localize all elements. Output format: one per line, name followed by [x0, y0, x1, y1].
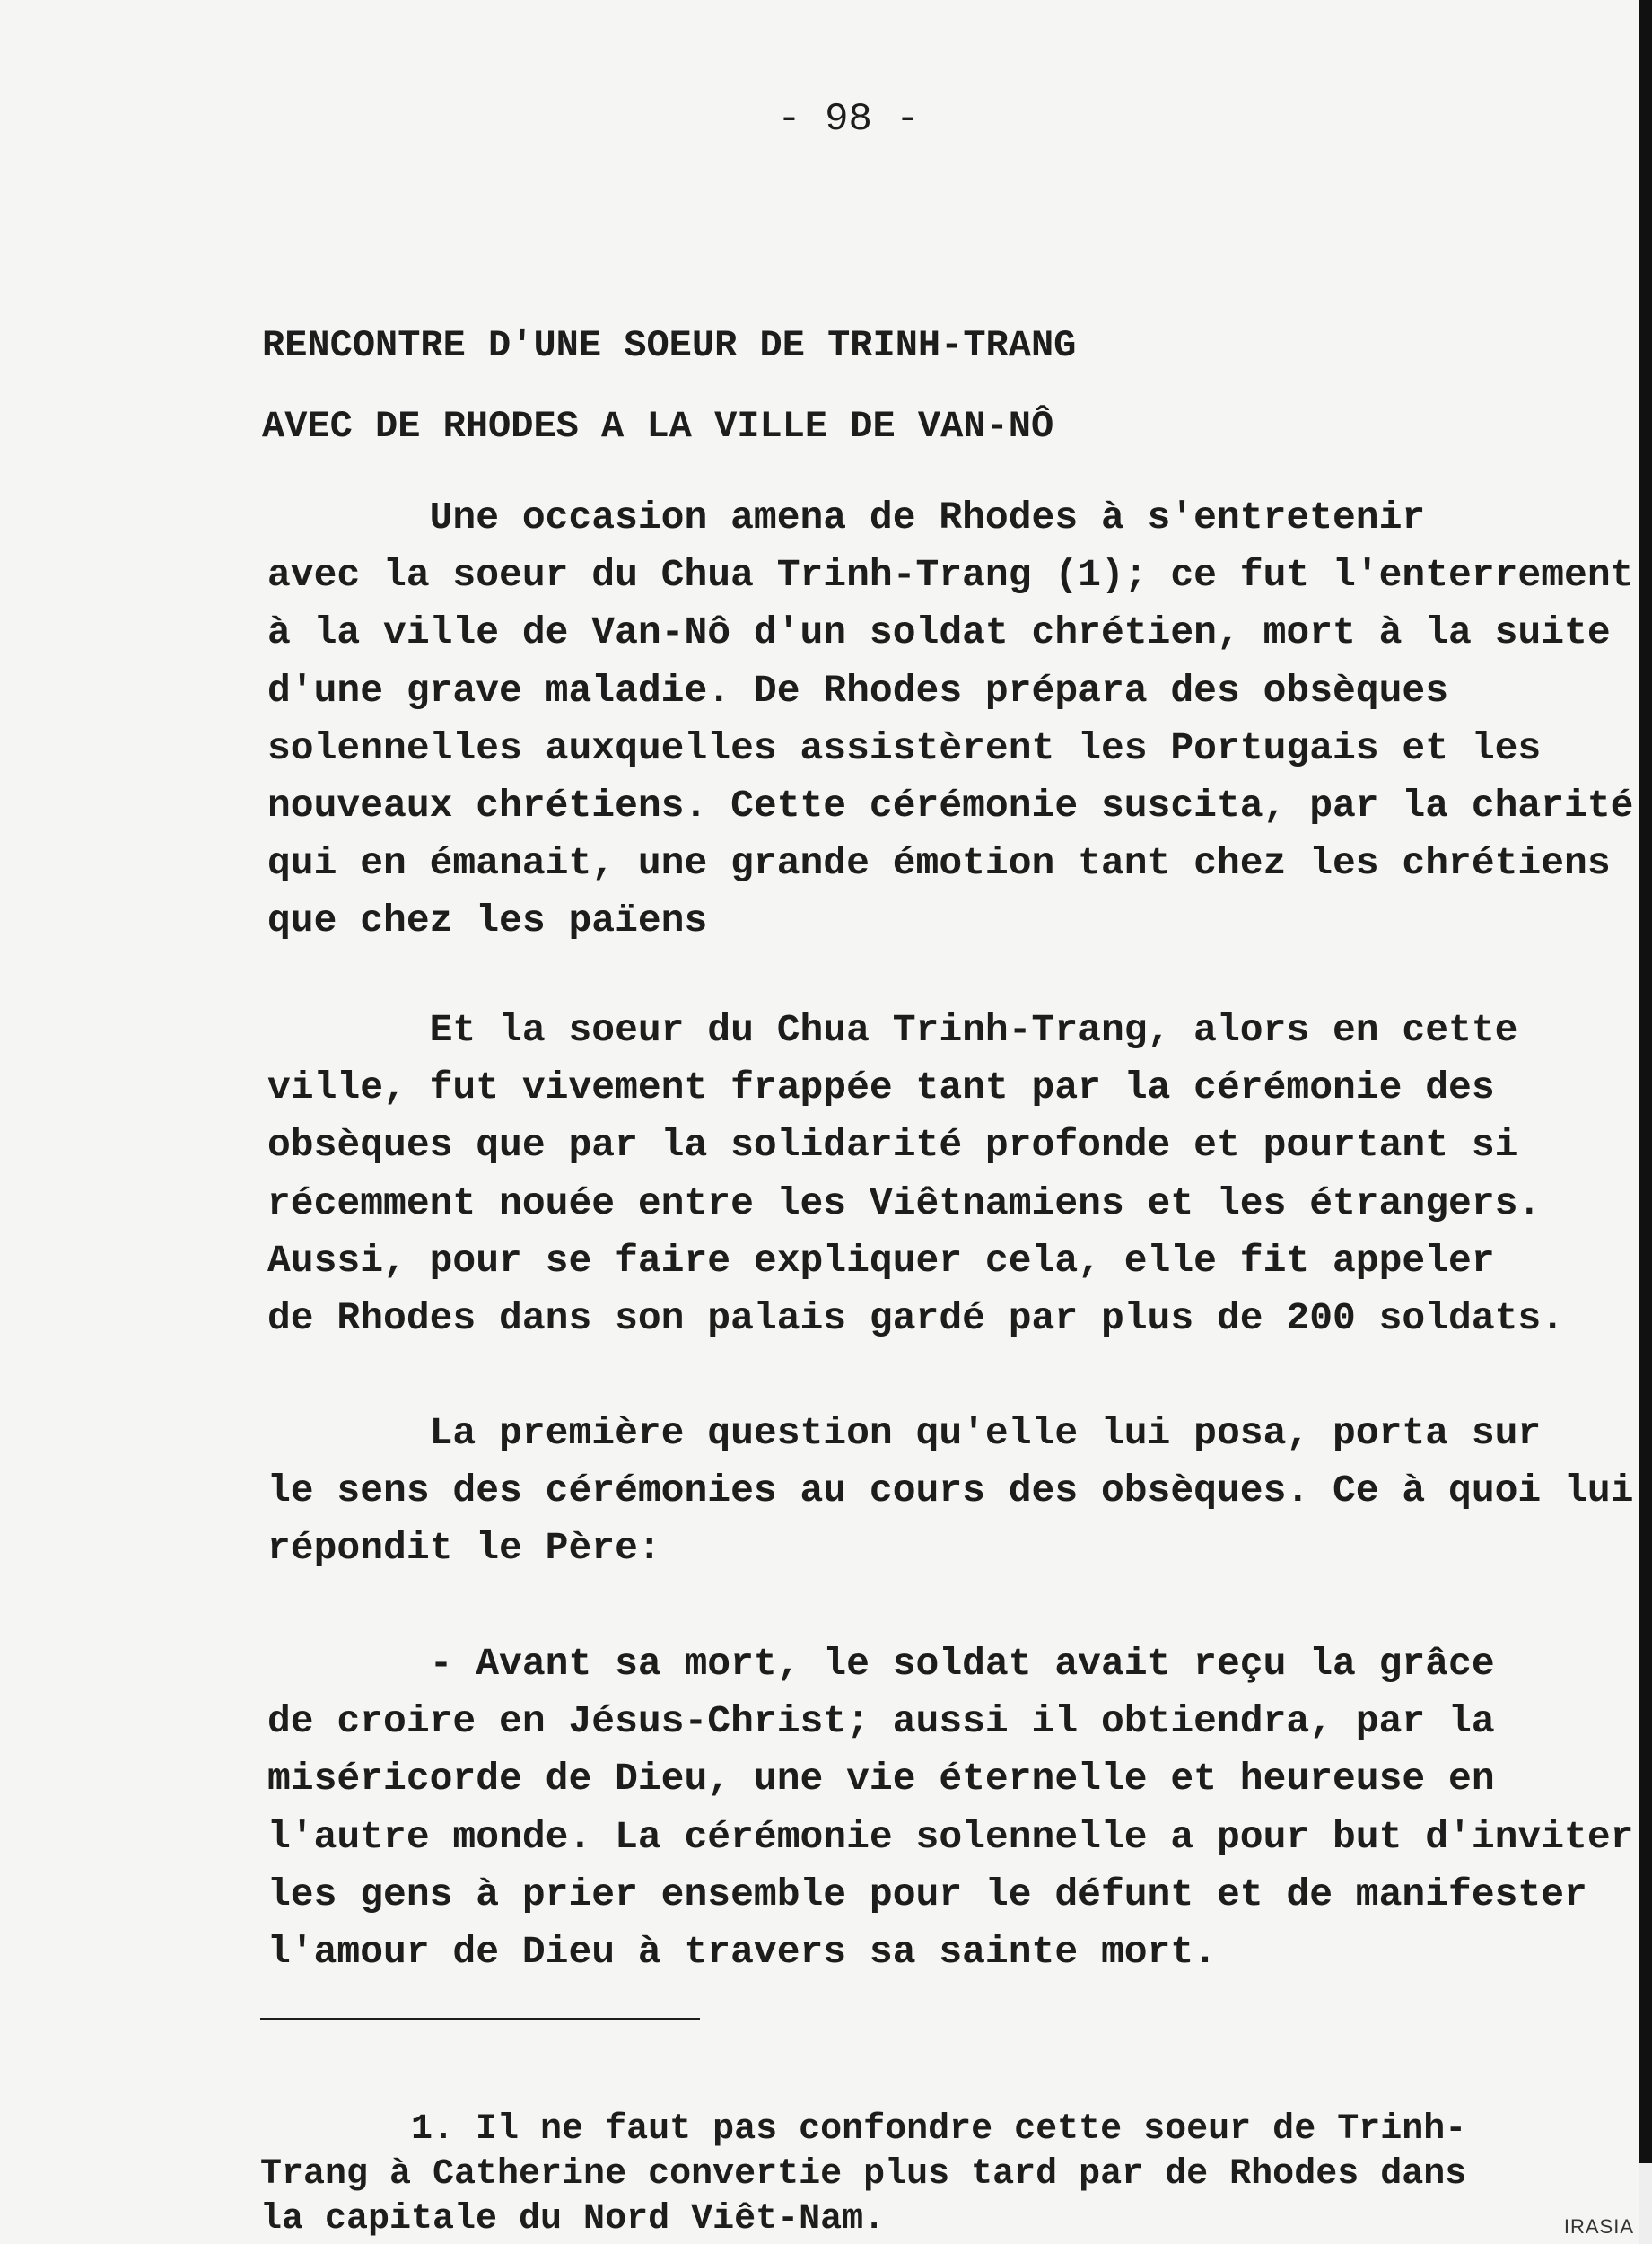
paragraph-line: solennelles auxquelles assistèrent les Portugais et les [267, 725, 1542, 770]
paragraph-line: Et la soeur du Chua Trinh-Trang, alors en cette [267, 1008, 1518, 1052]
paragraph-line: qui en émanait, une grande émotion tant chez les chrétiens [267, 841, 1611, 886]
footnote-line: 1. Il ne faut pas confondre cette soeur de Trinh- [260, 2109, 1467, 2150]
scan-edge-corner [1639, 2163, 1652, 2244]
paragraph-line: de croire en Jésus-Christ; aussi il obtiendra, par la [267, 1699, 1495, 1744]
paragraph-1 [267, 489, 1634, 951]
page-number: - 98 - [777, 97, 920, 142]
heading-line-1: RENCONTRE D'UNE SOEUR DE TRINH-TRANG [262, 324, 1077, 367]
footnote-line: la capitale du Nord Viêt-Nam. [260, 2199, 886, 2240]
paragraph-line: le sens des cérémonies au cours des obsèques. Ce à quoi lui [267, 1468, 1634, 1513]
paragraph-line: de Rhodes dans son palais gardé par plus de 200 soldats. [267, 1296, 1565, 1341]
paragraph-line: à la ville de Van-Nô d'un soldat chrétien, mort à la suite [267, 610, 1611, 655]
paragraph-4 [267, 1635, 1634, 1981]
paragraph-line: l'amour de Dieu à travers sa sainte mort. [267, 1930, 1217, 1975]
footnote-divider [260, 2018, 700, 2020]
paragraph-line: La première question qu'elle lui posa, porta sur [267, 1411, 1542, 1455]
watermark-label: IRASIA [1563, 2215, 1634, 2238]
paragraph-line: Aussi, pour se faire expliquer cela, elle fit appeler [267, 1238, 1495, 1283]
paragraph-line: avec la soeur du Chua Trinh-Trang (1); ce fut l'enterrement [267, 553, 1634, 598]
paragraph-line: miséricorde de Dieu, une vie éternelle et heureuse en [267, 1757, 1495, 1801]
paragraph-line: nouveaux chrétiens. Cette cérémonie suscita, par la charité [267, 784, 1634, 828]
paragraph-line: d'une grave maladie. De Rhodes prépara des obsèques [267, 668, 1449, 713]
footnote [260, 2108, 1466, 2242]
footnote-line: Trang à Catherine convertie plus tard par de Rhodes dans [260, 2154, 1467, 2195]
heading-line-2: AVEC DE RHODES A LA VILLE DE VAN-NÔ [262, 405, 1054, 448]
section-heading [262, 305, 1076, 467]
paragraph-line: - Avant sa mort, le soldat avait reçu la grâce [267, 1642, 1495, 1686]
paragraph-line: répondit le Père: [267, 1526, 661, 1571]
paragraph-line: obsèques que par la solidarité profonde et pourtant si [267, 1123, 1518, 1168]
paragraph-line: récemment nouée entre les Viêtnamiens et les étrangers. [267, 1180, 1542, 1225]
paragraph-2 [267, 1002, 1565, 1347]
paragraph-line: les gens à prier ensemble pour le défunt et de manifester [267, 1871, 1587, 1916]
paragraph-line: ville, fut vivement frappée tant par la cérémonie des [267, 1065, 1495, 1110]
paragraph-line: que chez les païens [267, 898, 708, 943]
scan-edge [1639, 0, 1652, 2244]
paragraph-3 [267, 1405, 1634, 1578]
paragraph-line: l'autre monde. La cérémonie solennelle a pour but d'inviter [267, 1814, 1634, 1859]
paragraph-line: Une occasion amena de Rhodes à s'entretenir [267, 495, 1426, 539]
